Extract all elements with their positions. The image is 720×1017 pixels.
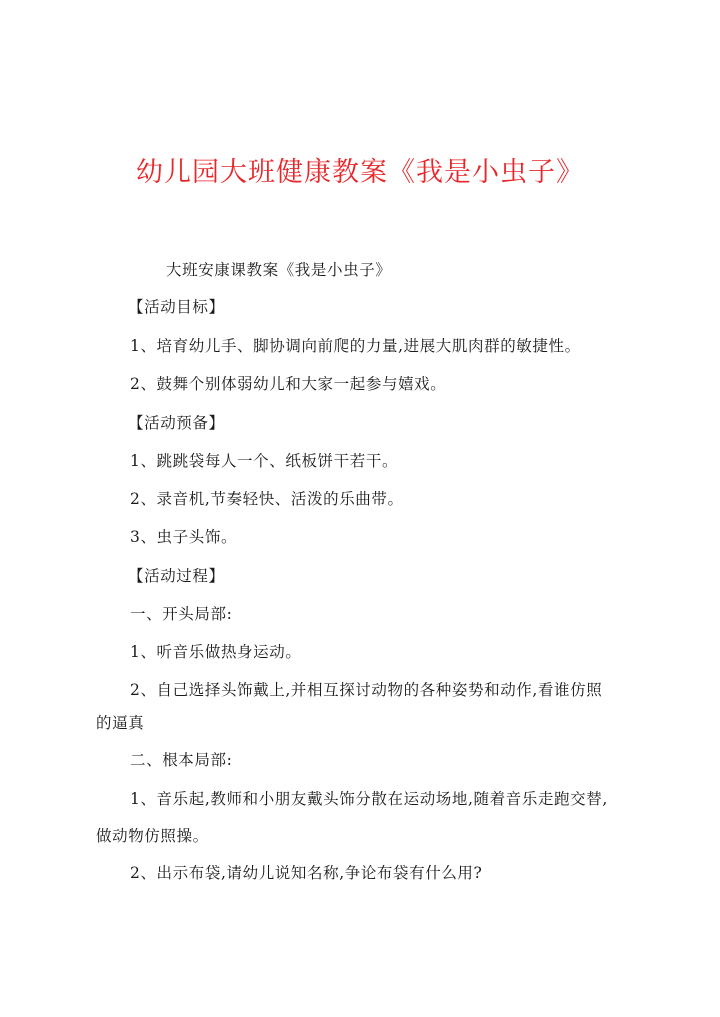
prep-item-3: 3、虫子头饰。 <box>130 528 238 546</box>
process-part-2-item-1: 1、音乐起,教师和小朋友戴头饰分散在运动场地,随着音乐走跑交替, <box>130 790 608 808</box>
section-heading-process: 【活动过程】 <box>128 567 225 585</box>
process-part-2-item-1-continued: 做动物仿照操。 <box>96 827 209 845</box>
section-heading-goals: 【活动目标】 <box>128 298 225 316</box>
process-part-2-item-2: 2、出示布袋,请幼儿说知名称,争论布袋有什么用? <box>130 864 483 882</box>
goal-item-1: 1、培育幼儿手、脚协调向前爬的力量,进展大肌肉群的敏捷性。 <box>130 337 581 355</box>
prep-item-1: 1、跳跳袋每人一个、纸板饼干若干。 <box>130 452 399 470</box>
process-item-2-continued: 的逼真 <box>96 714 145 732</box>
process-item-1: 1、听音乐做热身运动。 <box>130 643 302 661</box>
section-heading-prep: 【活动预备】 <box>128 414 225 432</box>
document-title: 幼儿园大班健康教案《我是小虫子》 <box>136 157 584 188</box>
process-item-2: 2、自己选择头饰戴上,并相互探讨动物的各种姿势和动作,看谁仿照 <box>130 681 603 699</box>
prep-item-2: 2、录音机,节奏轻快、活泼的乐曲带。 <box>130 490 404 508</box>
subtitle-line: 大班安康课教案《我是小虫子》 <box>166 261 392 279</box>
goal-item-2: 2、鼓舞个别体弱幼儿和大家一起参与嬉戏。 <box>130 375 447 393</box>
process-part-2-heading: 二、根本局部: <box>130 751 233 769</box>
process-part-1-heading: 一、开头局部: <box>130 605 233 623</box>
